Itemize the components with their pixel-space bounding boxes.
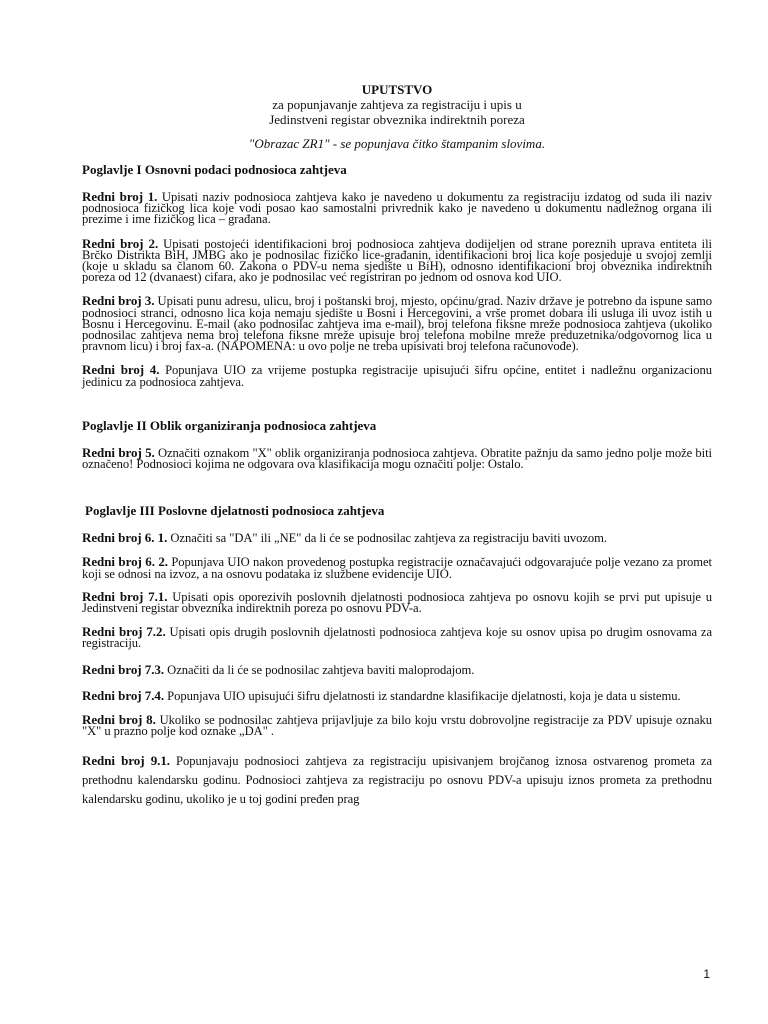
item-label: Redni broj 3. <box>82 293 155 309</box>
item-text: Popunjava UIO upisujući šifru djelatnosti iz standardne klasifikacije djelatnosti, koja je data u sistemu. <box>164 688 681 703</box>
item-redni-broj-8 <box>82 714 712 737</box>
item-label: Redni broj 2. <box>82 235 159 251</box>
item-redni-broj-7-3 <box>82 661 712 677</box>
item-redni-broj-2 <box>82 235 712 285</box>
item-label: Redni broj 1. <box>82 189 158 204</box>
item-redni-broj-3 <box>82 295 712 352</box>
item-text: Označiti sa "DA" ili „NE" da li će se podnosilac zahtjeva za registraciju baviti uvozom. <box>167 531 607 546</box>
item-redni-broj-4 <box>82 364 712 387</box>
item-text: Popunjava UIO za vrijeme postupka registracije upisujući šifru općine, entitet i nadležnu organizacionu jedinicu za podnosioca zahtjeva. <box>82 363 712 389</box>
document-subtitle-line-1: za popunjavanje zahtjeva za registraciju i upis u <box>272 97 522 112</box>
item-text: Upisati opis drugih poslovnih djelatnosti podnosioca zahtjeva koje su osnov upisa po drugim osnovama za registraciju. <box>82 625 712 651</box>
item-redni-broj-6-1 <box>82 532 712 544</box>
chapter-3-heading: Poglavlje III Poslovne djelatnosti podnosioca zahtjeva <box>85 503 385 519</box>
item-redni-broj-7-1 <box>82 588 712 616</box>
item-label: Redni broj 8. <box>82 712 156 728</box>
item-label: Redni broj 7.4. <box>82 687 165 703</box>
document-page <box>82 82 712 809</box>
item-text: Popunjava UIO nakon provedenog postupka registracije označavajući odgovarajuće polje vezano za promet koji se odnosi na izvoz, a na osnovu podataka iz službene evidencije UIO. <box>82 555 712 581</box>
item-text: Ukoliko se podnosilac zahtjeva prijavljuje za bilo koju vrstu dobrovoljne registracije za PDV upisuje oznaku "X" u prazno polje kod oznake „DA" . <box>82 713 712 739</box>
item-redni-broj-5 <box>82 444 712 472</box>
item-redni-broj-9-1 <box>82 751 712 809</box>
item-redni-broj-6-2 <box>82 556 712 579</box>
item-label: Redni broj 9.1. <box>82 753 170 769</box>
document-subtitle-line-2: Jedinstveni registar obveznika indirektnih poreza <box>269 112 525 127</box>
item-label: Redni broj 6. 1. <box>82 530 168 546</box>
item-label: Redni broj 4. <box>82 362 160 378</box>
item-label: Redni broj 7.3. <box>82 661 165 677</box>
item-redni-broj-7-4 <box>82 687 712 703</box>
item-text: Upisati punu adresu, ulicu, broj i poštanski broj, mjesto, općinu/grad. Naziv države je potrebno da ispune samo podnosioci stranci, odnosno lica koja nemaju sjedište u Bosni i Hercegovini, a vrše promet dobara ili usluga ili uvoz istih u Bosnu i Hercegovinu. E-mail (ako podnosilac zahtjeva ima e-mail), broj telefona fiksne mreže podnosioca zahtjeva (ukoliko podnosilac zahtjeva nema broj telefona fiksne mreže upisuje broj telefona mobilne mreže preduzetnika/odgovornog lica u pravnom licu) i broj fax-a. (NAPOMENA: u ovo polje ne treba upisivati broj telefona računovođe). <box>82 294 712 354</box>
item-text: Upisati opis oporezivih poslovnih djelatnosti podnosioca zahtjeva po osnovu kojih se prvi put upisuje u Jedinstveni registar obveznika indirektnih poreza po osnovu PDV-a. <box>82 589 712 616</box>
page-number: 1 <box>703 967 710 981</box>
item-label: Redni broj 6. 2. <box>82 554 168 570</box>
item-text: Upisati postojeći identifikacioni broj podnosioca zahtjeva dodijeljen od strane poreznih uprava entiteta ili Brčko Distrikta BiH, JMBG ako je podnosilac fizičko lice-građanin, identifikacioni broj lica koje posjeduje u svojoj zemlji (koje u skladu sa članom 60. Zakona o PDV-u nema sjedište u BiH), odnosno identifikacioni broj obveznika indirektnih poreza od 12 (dvanaest) cifara, ako je podnosilac već registriran po jednom od osnova kod UIO. <box>82 236 712 285</box>
item-text: Upisati naziv podnosioca zahtjeva kako je navedeno u dokumentu za registraciju izdatog od suda ili naziv podnosioca fizičkog lica koje vodi posao kao samostalni privrednik kako je navedeno u dokumentu nadležnog organa ili prezime i ime fizičkog lica – građana. <box>82 190 712 227</box>
item-redni-broj-1 <box>82 191 712 226</box>
chapter-1-heading: Poglavlje I Osnovni podaci podnosioca zahtjeva <box>82 162 347 177</box>
item-text: Popunjavaju podnosioci zahtjeva za registraciju upisivanjem brojčanog iznosa ostvarenog prometa za prethodnu kalendarsku godinu. Podnosioci zahtjeva za registraciju po osnovu PDV-a upisuju iznos prometa za prethodnu kalendarsku godinu, ukoliko je u toj godini pređen prag <box>82 754 713 807</box>
item-label: Redni broj 7.1. <box>82 588 168 604</box>
item-label: Redni broj 7.2. <box>82 624 166 640</box>
item-text: Označiti oznakom "X" oblik organiziranja podnosioca zahtjeva. Obratite pažnju da samo jedno polje može biti označeno! Podnosioci kojima ne odgovara ova klasifikacija mogu označiti polje: Ostalo. <box>82 445 712 472</box>
item-label: Redni broj 5. <box>82 444 155 460</box>
item-text: Označiti da li će se podnosilac zahtjeva baviti maloprodajom. <box>164 662 475 677</box>
form-note: "Obrazac ZR1" - se popunjava čitko štampanim slovima. <box>248 136 546 151</box>
item-redni-broj-7-2 <box>82 626 712 649</box>
chapter-2-heading: Poglavlje II Oblik organiziranja podnosioca zahtjeva <box>82 417 377 433</box>
document-title: UPUTSTVO <box>361 82 433 97</box>
